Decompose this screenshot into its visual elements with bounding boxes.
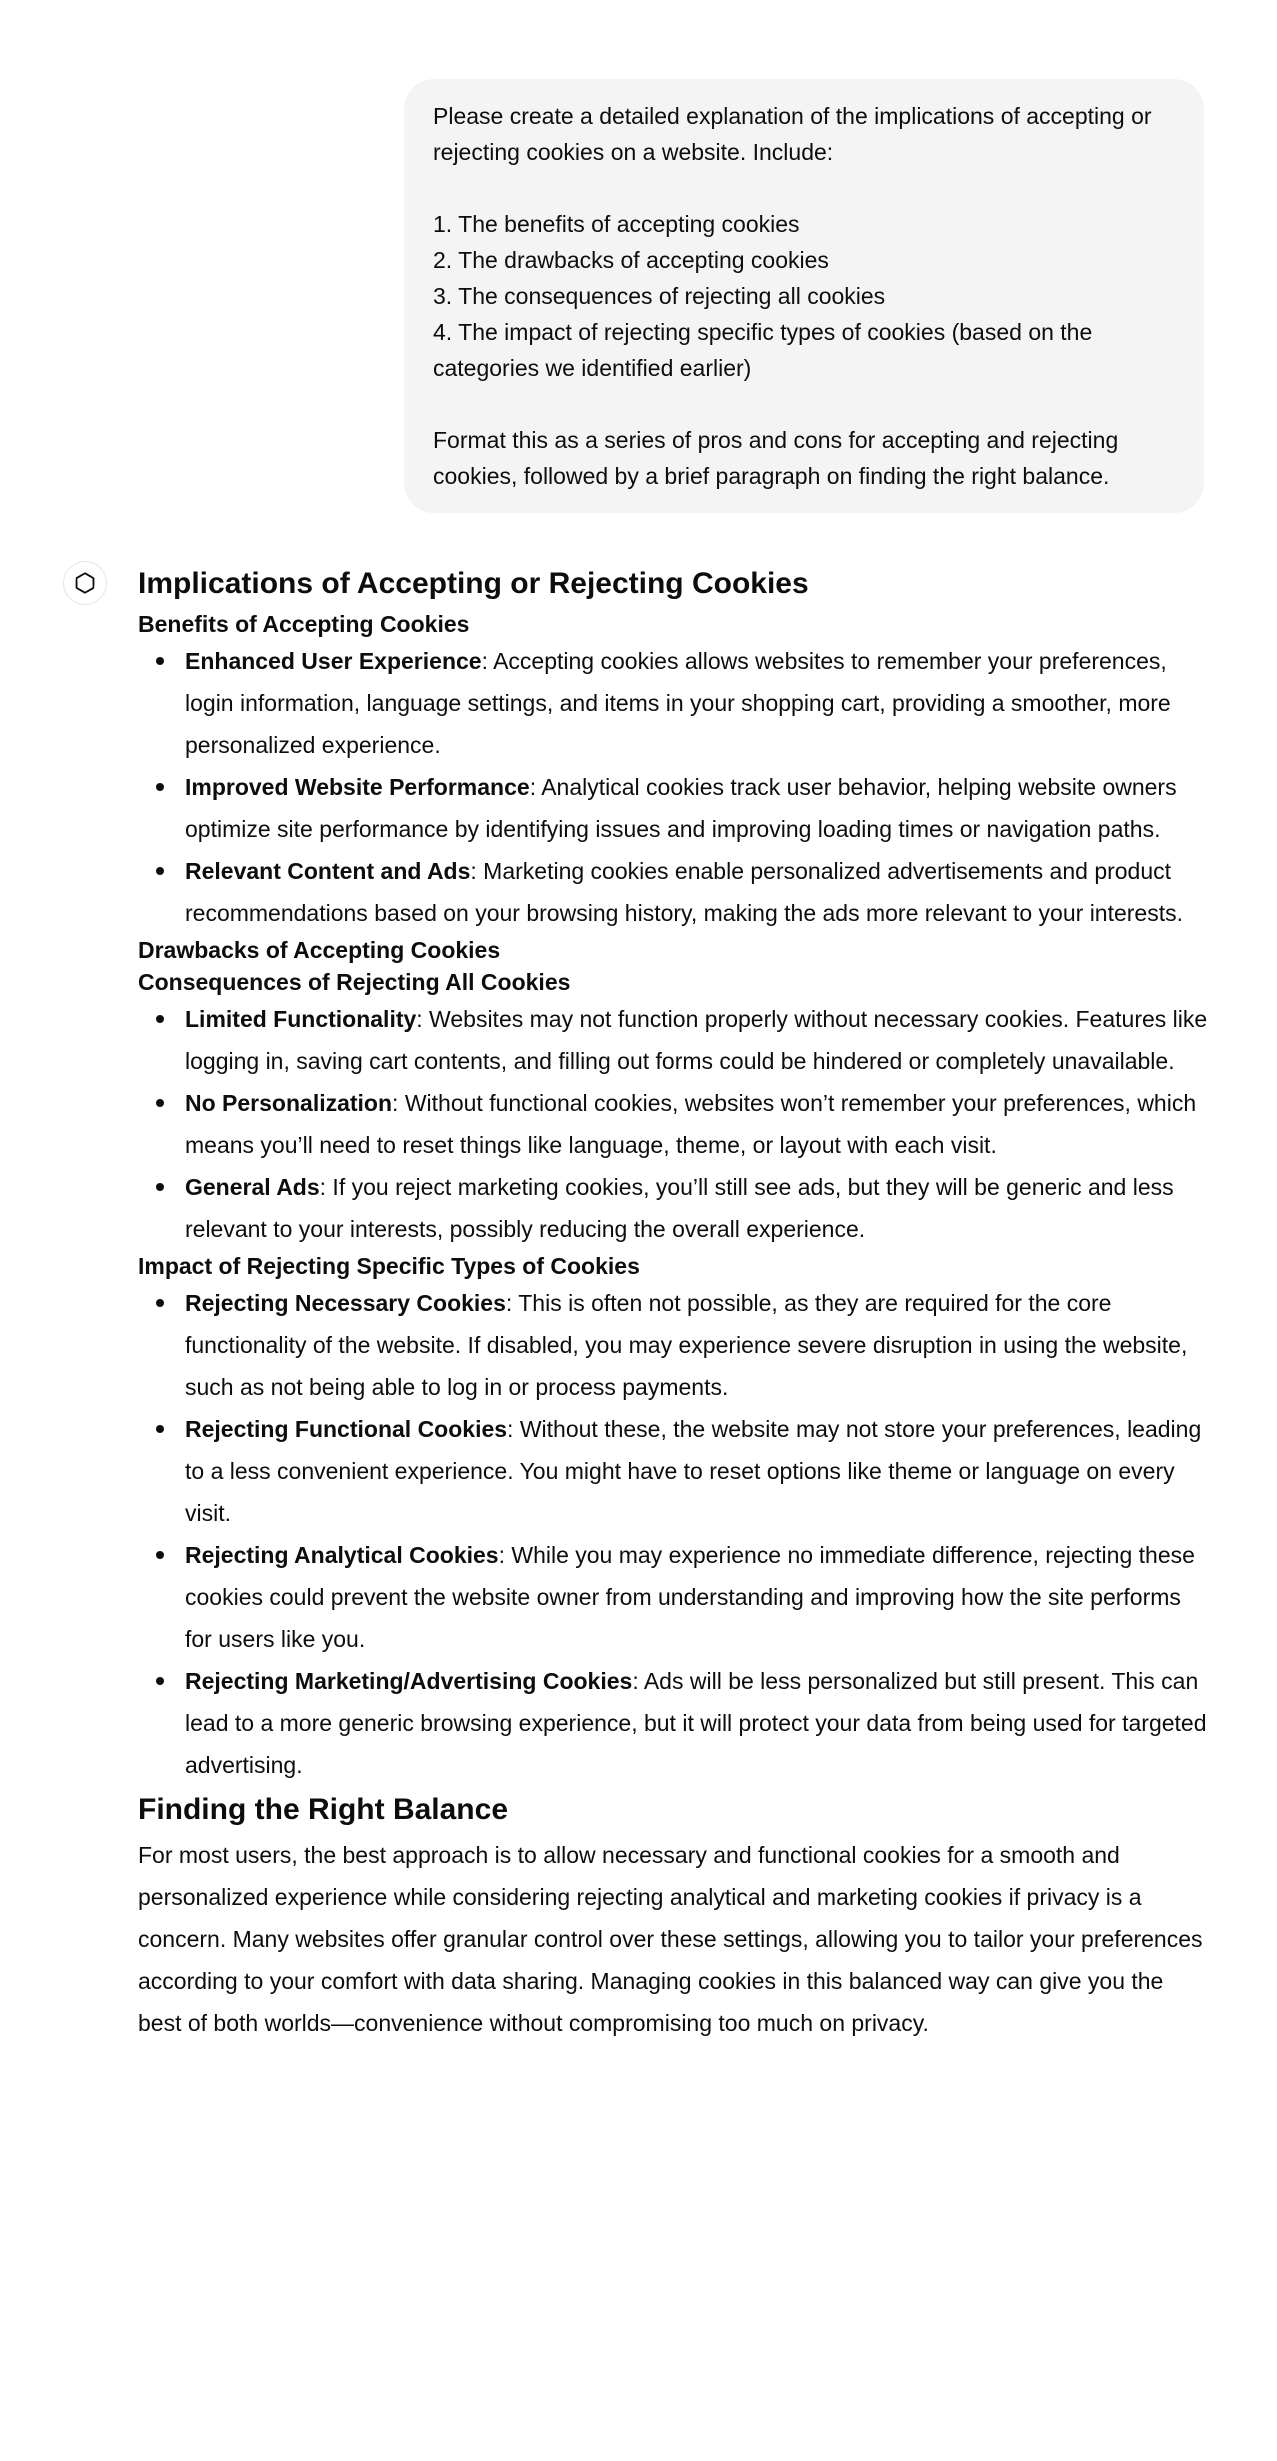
list-item — [138, 766, 1210, 850]
user-message-item: 2. The drawbacks of accepting cookies — [433, 247, 829, 273]
item-term: Relevant Content and Ads — [185, 858, 471, 884]
item-text: : If you reject marketing cookies, you’ll still see ads, but they will be generic and less relevant to your interests, possibly reducing the overall experience. — [185, 1174, 1174, 1242]
openai-logo-icon — [72, 570, 98, 596]
item-text: : This is often not possible, as they are required for the core functionality of the website. If disabled, you may experience severe disruption in using the website, such as not being able to log in or process payments. — [185, 1290, 1188, 1400]
response-title: Implications of Accepting or Rejecting Cookies — [138, 567, 809, 600]
item-term: Rejecting Analytical Cookies — [185, 1542, 499, 1568]
list-item — [138, 1082, 1210, 1166]
user-message-item: 3. The consequences of rejecting all cookies — [433, 283, 886, 309]
item-term: No Personalization — [185, 1090, 393, 1116]
section-heading-rejecting-all: Consequences of Rejecting All Cookies — [138, 969, 571, 995]
assistant-avatar — [63, 561, 107, 605]
item-term: Improved Website Performance — [185, 774, 530, 800]
section-heading-rejecting-specific: Impact of Rejecting Specific Types of Cookies — [138, 1253, 640, 1279]
list-item — [138, 1408, 1210, 1534]
item-term: Rejecting Marketing/Advertising Cookies — [185, 1668, 633, 1694]
section-heading-benefits: Benefits of Accepting Cookies — [138, 611, 470, 637]
item-term: Enhanced User Experience — [185, 648, 482, 674]
rejecting-specific-list — [138, 1282, 1210, 1786]
item-term: Limited Functionality — [185, 1006, 417, 1032]
balance-heading: Finding the Right Balance — [138, 1793, 509, 1826]
list-item — [138, 998, 1210, 1082]
item-term: Rejecting Functional Cookies — [185, 1416, 508, 1442]
item-term: Rejecting Necessary Cookies — [185, 1290, 506, 1316]
item-text: : Without functional cookies, websites won’t remember your preferences, which means you’ll need to reset things like language, theme, or layout with each visit. — [185, 1090, 1197, 1158]
user-message-item: 1. The benefits of accepting cookies — [433, 211, 800, 237]
item-text: : While you may experience no immediate difference, rejecting these cookies could prevent the website owner from understanding and improving how the site performs for users like you. — [185, 1542, 1195, 1652]
list-item — [138, 1166, 1210, 1250]
user-message-outro: Format this as a series of pros and cons for accepting and rejecting cookies, followed by a brief paragraph on finding the right balance. — [433, 427, 1119, 489]
item-text: : Ads will be less personalized but still present. This can lead to a more generic browsing experience, but it will protect your data from being used for targeted advertising. — [185, 1668, 1207, 1778]
balance-paragraph: For most users, the best approach is to allow necessary and functional cookies for a smooth and personalized experience while considering rejecting analytical and marketing cookies if privacy is a concern. Many websites offer granular control over these settings, allowing you to tailor your preferences according to your comfort with data sharing. Managing cookies in this balanced way can give you the best of both worlds—convenience without compromising too much on privacy. — [138, 1842, 1203, 2036]
benefits-list — [138, 640, 1210, 934]
item-term: General Ads — [185, 1174, 320, 1200]
user-message-bubble — [404, 79, 1204, 513]
user-message-intro: Please create a detailed explanation of the implications of accepting or rejecting cookies on a website. Include: — [433, 103, 1152, 165]
item-text: : Without these, the website may not store your preferences, leading to a less convenient experience. You might have to reset options like theme or language on every visit. — [185, 1416, 1202, 1526]
item-text: : Marketing cookies enable personalized advertisements and product recommendations based on your browsing history, making the ads more relevant to your interests. — [185, 858, 1184, 926]
item-text: : Accepting cookies allows websites to remember your preferences, login information, language settings, and items in your shopping cart, providing a smoother, more personalized experience. — [185, 648, 1171, 758]
list-item — [138, 640, 1210, 766]
list-item — [138, 1534, 1210, 1660]
list-item — [138, 850, 1210, 934]
list-item — [138, 1282, 1210, 1408]
list-item — [138, 1660, 1210, 1786]
item-text: : Analytical cookies track user behavior, helping website owners optimize site performance by identifying issues and improving loading times or navigation paths. — [185, 774, 1177, 842]
section-heading-drawbacks: Drawbacks of Accepting Cookies — [138, 937, 501, 963]
assistant-message — [138, 560, 1210, 2044]
user-message-item: 4. The impact of rejecting specific types of cookies (based on the categories we identified earlier) — [433, 319, 1093, 381]
rejecting-all-list — [138, 998, 1210, 1250]
item-text: : Websites may not function properly without necessary cookies. Features like logging in, saving cart contents, and filling out forms could be hindered or completely unavailable. — [185, 1006, 1208, 1074]
